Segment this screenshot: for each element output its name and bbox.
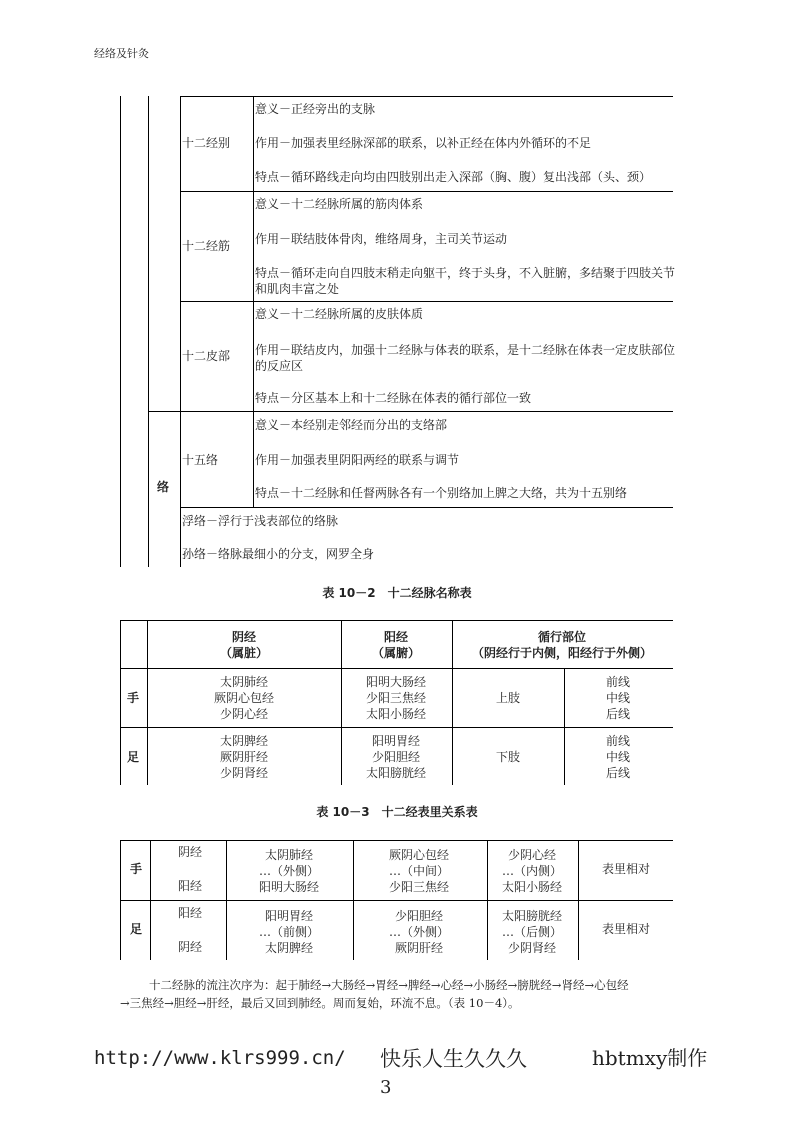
body-part: 下肢 [495, 750, 521, 764]
sunluo-text: 孙络－络脉最细小的分支，网罗全身 [182, 547, 375, 561]
limb-label: 手 [126, 691, 140, 705]
running-header: 经络及针灸 [94, 47, 149, 60]
meridian-type: 阴经 [178, 940, 203, 954]
limb-label: 足 [129, 922, 143, 936]
line-list: 前线 中线 后线 [605, 734, 631, 780]
group-line: 意义－本经别走邻经而分出的支络部 [255, 418, 448, 432]
page-number: 3 [380, 1077, 392, 1098]
pair: 厥阴心包经 …（中间） 少阳三焦经 [388, 848, 450, 894]
footer-slogan: 快乐人生久久久 [380, 1047, 527, 1071]
group-name: 十二经筋 [182, 239, 231, 253]
line-list: 前线 中线 后线 [605, 675, 631, 721]
paragraph-line: →三焦经→胆经→肝经，最后又回到肺经。周而复始，环流不息。（表 10－4）。 [120, 996, 520, 1010]
limb-label: 足 [126, 750, 140, 764]
yang-list: 阳明胃经 少阳胆经 太阳膀胱经 [365, 734, 427, 780]
header-yin: 阴经 （属脏） [219, 630, 269, 660]
fuluo-text: 浮络－浮行于浅表部位的络脉 [182, 514, 339, 528]
table-caption: 表 10－3 十二经表里关系表 [316, 805, 478, 819]
group-line: 意义－正经旁出的支脉 [255, 102, 376, 116]
group-line: 特点－分区基本上和十二经脉在体表的循行部位一致 [255, 391, 532, 405]
body-part: 上肢 [495, 691, 521, 705]
group-name: 十二皮部 [182, 349, 231, 363]
header-course: 循行部位 （阴经行于内侧，阳经行于外侧） [471, 630, 653, 660]
luo-label: 络 [157, 480, 170, 494]
paragraph-line: 十二经脉的流注次序为：起于肺经→大肠经→胃经→脾经→心经→小肠经→膀胱经→肾经→心包经 [149, 978, 629, 992]
group-line: 意义－十二经脉所属的筋肉体系 [255, 197, 424, 211]
meridian-type: 阴经 [178, 845, 203, 859]
limb-label: 手 [129, 862, 143, 876]
yin-list: 太阴肺经 厥阴心包经 少阴心经 [213, 675, 275, 721]
pair: 少阴心经 …（内侧） 太阳小肠经 [501, 848, 563, 894]
pair: 太阳膀胱经 …（后侧） 少阴肾经 [501, 909, 563, 955]
table-caption: 表 10－2 十二经脉名称表 [322, 586, 472, 600]
group-name: 十二经别 [182, 136, 231, 150]
pair: 少阳胆经 …（外侧） 厥阴肝经 [388, 909, 450, 955]
group-line: 作用－联结肢体骨肉，维络周身，主司关节运动 [255, 232, 508, 246]
relation-label: 表里相对 [601, 922, 651, 936]
pair: 阳明胃经 …（前侧） 太阴脾经 [258, 909, 320, 955]
group-line: 意义－十二经脉所属的皮肤体质 [255, 307, 424, 321]
footer-author: hbtmxy制作 [592, 1046, 708, 1070]
group-line: 的反应区 [255, 359, 304, 373]
relation-label: 表里相对 [601, 862, 651, 876]
yin-list: 太阴脾经 厥阴肝经 少阴肾经 [219, 734, 269, 780]
group-line: 作用－联结皮内，加强十二经脉与体表的联系，是十二经脉在体表一定皮肤部位 [255, 343, 676, 357]
pair: 太阴肺经 …（外侧） 阳明大肠经 [258, 848, 320, 894]
yang-list: 阳明大肠经 少阳三焦经 太阳小肠经 [365, 675, 427, 721]
footer-url[interactable]: http://www.klrs999.cn/ [94, 1047, 346, 1069]
header-yang: 阳经 （属腑） [371, 630, 421, 660]
group-line: 特点－循环路线走向均由四肢别出走入深部（胸、腹）复出浅部（头、颈） [255, 170, 652, 184]
group-line: 作用－加强表里阴阳两经的联系与调节 [255, 453, 460, 467]
meridian-type: 阳经 [178, 879, 203, 893]
group-name: 十五络 [182, 453, 219, 467]
group-line: 和肌肉丰富之处 [255, 282, 340, 296]
group-line: 特点－十二经脉和任督两脉各有一个别络加上脾之大络，共为十五别络 [255, 486, 628, 500]
group-line: 作用－加强表里经脉深部的联系，以补正经在体内外循环的不足 [255, 136, 592, 150]
meridian-type: 阳经 [178, 906, 203, 920]
group-line: 特点－循环走向自四肢末稍走向躯干，终于头身，不入脏腑，多结聚于四肢关节 [255, 266, 676, 280]
